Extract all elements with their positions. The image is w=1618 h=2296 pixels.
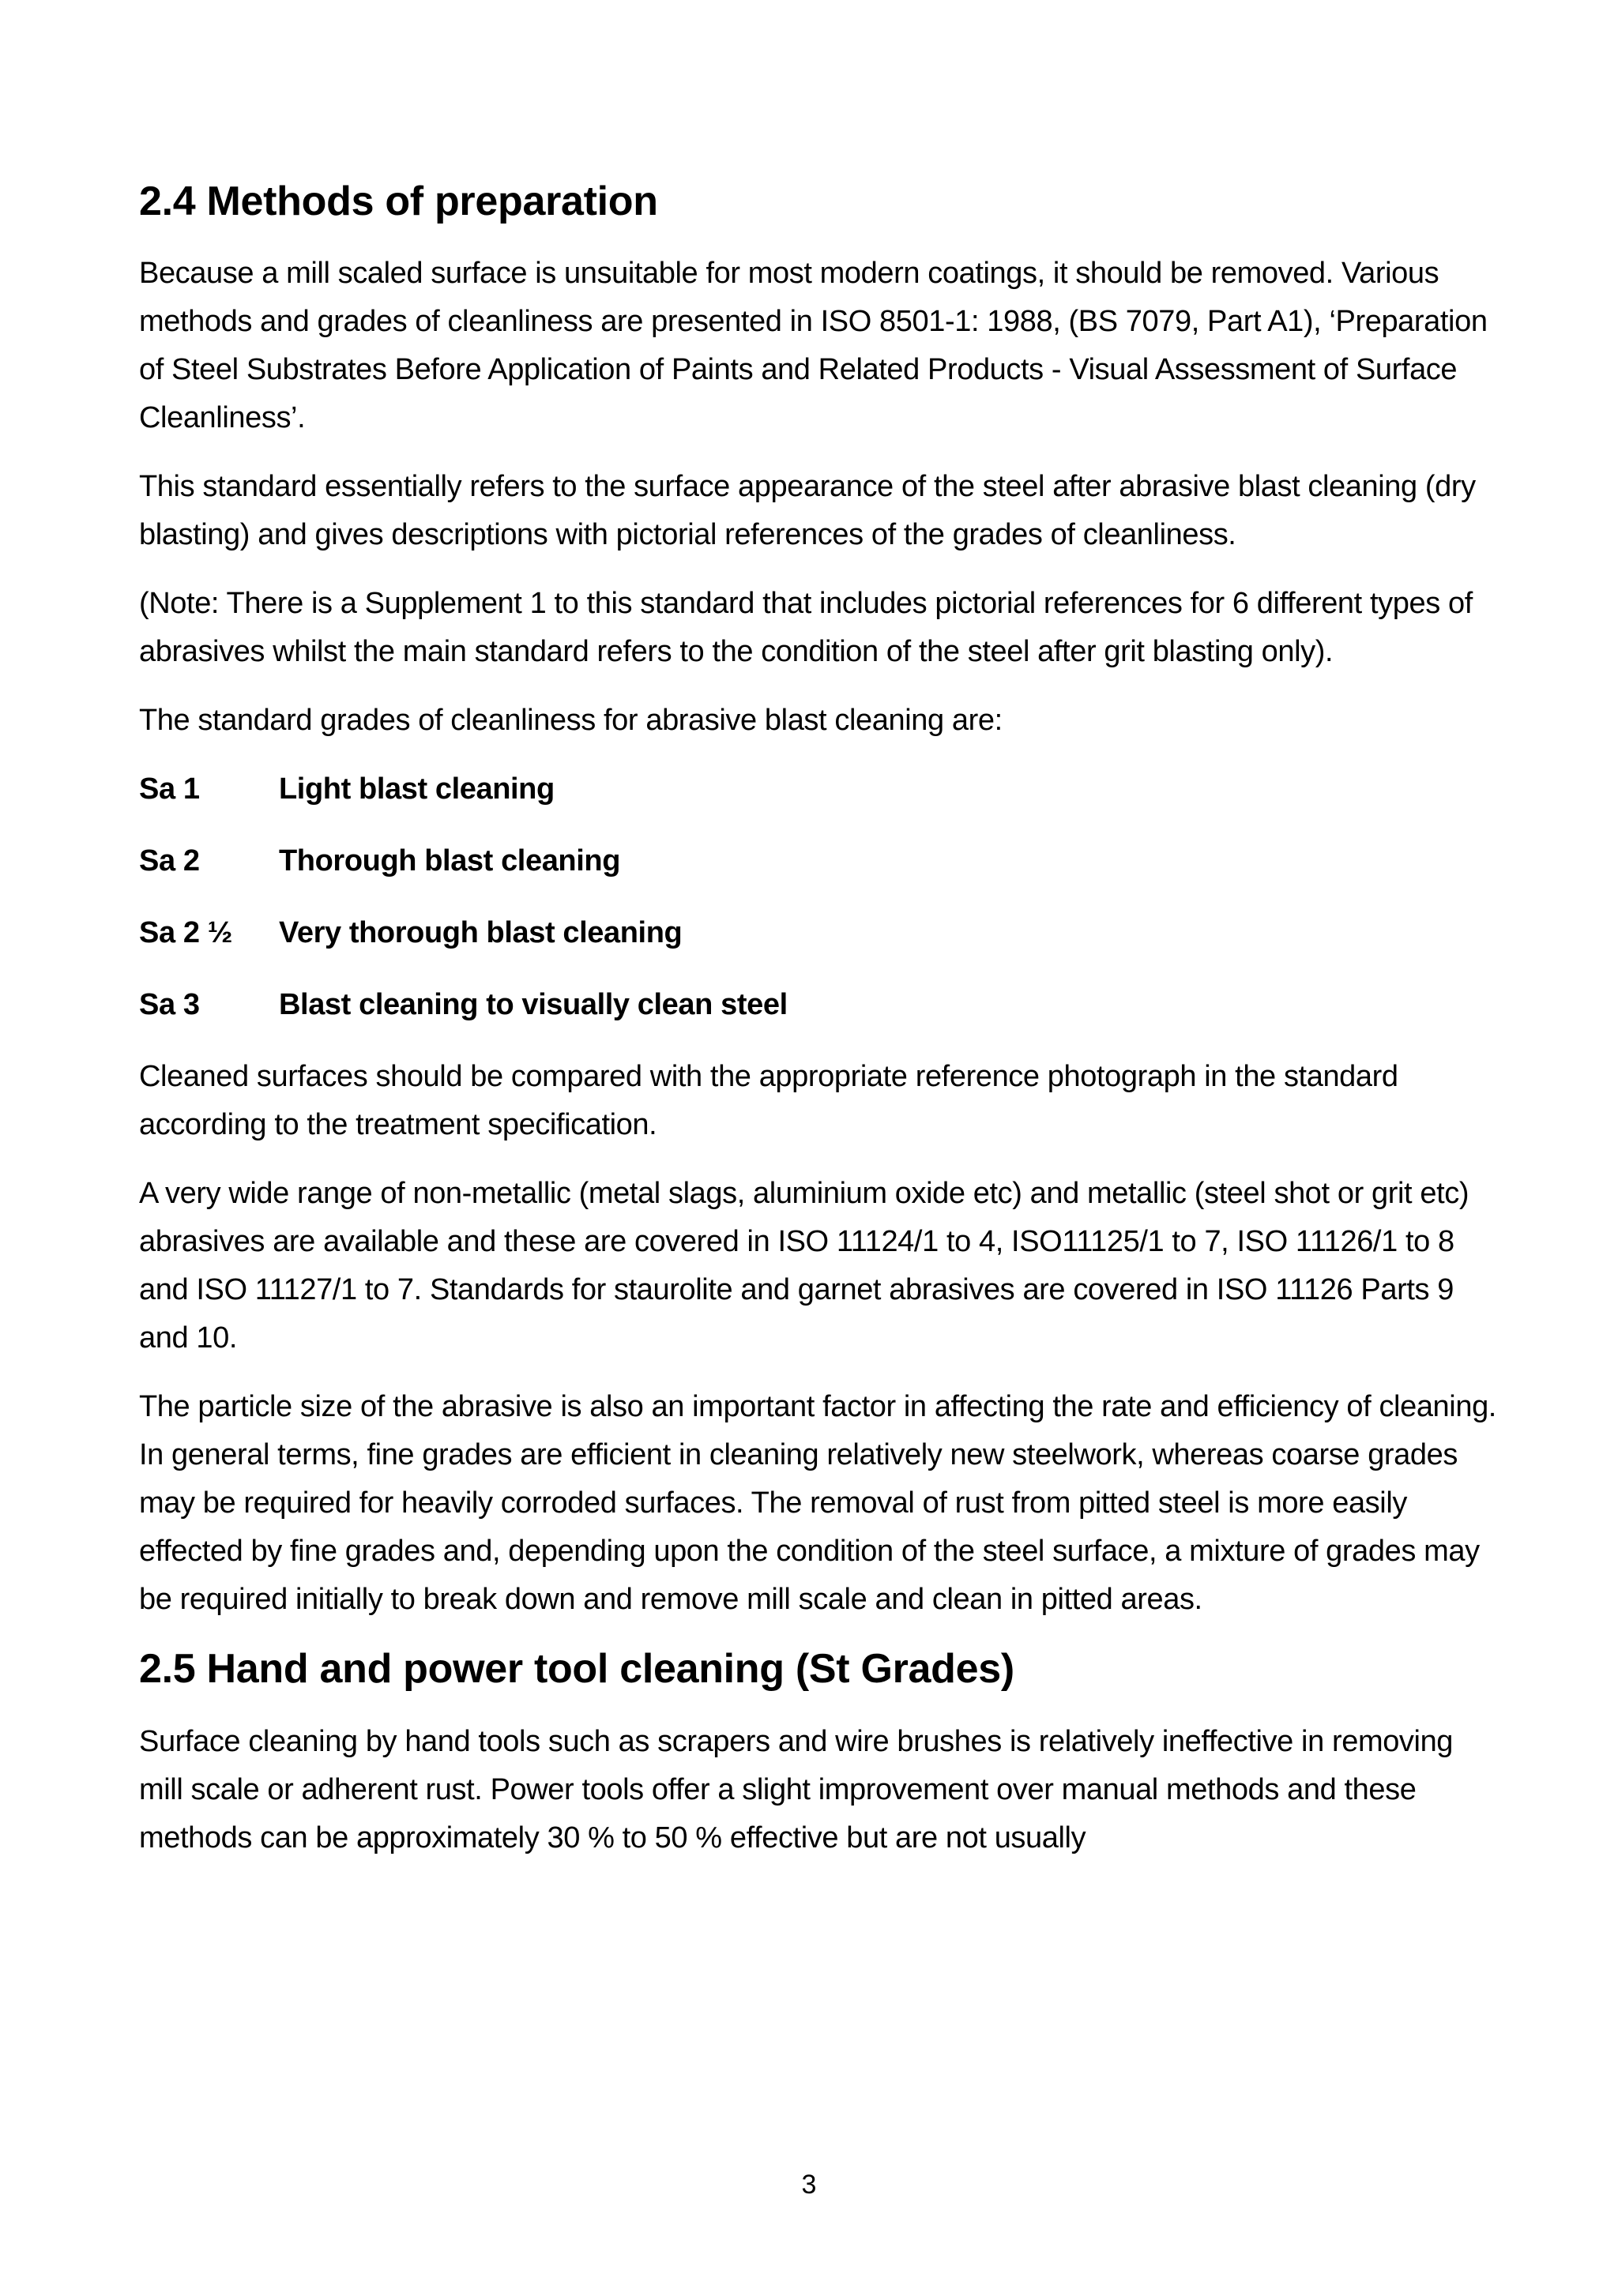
page-content	[139, 177, 1498, 1883]
grade-code: Sa 2	[139, 844, 200, 878]
grade-row	[139, 837, 1498, 885]
grade-description: Thorough blast cleaning	[279, 844, 621, 878]
paragraph-mill-scale: Because a mill scaled surface is unsuitable for most modern coatings, it should be removed. Various methods and grades of cleanliness are presented in ISO 8501-1: 1988, (BS 7079, Part A1), ‘Preparation of Steel Substrates Before Application of Paints and Related Products - Visual Assessment of Surface Cleanliness’.	[139, 257, 1488, 435]
grade-row	[139, 909, 1498, 957]
cleanliness-grades-list	[139, 765, 1498, 1029]
paragraph-grades-intro: The standard grades of cleanliness for abrasive blast cleaning are:	[139, 704, 1003, 738]
grade-row	[139, 765, 1498, 814]
grade-code: Sa 3	[139, 988, 200, 1022]
paragraph-hand-power-tools: Surface cleaning by hand tools such as scrapers and wire brushes is relatively ineffective in removing mill scale or adherent rust. Power tools offer a slight improvement over manual methods and these methods can be approximately 30 % to 50 % effective but are not usually	[139, 1724, 1454, 1854]
paragraph-standard-description: This standard essentially refers to the surface appearance of the steel after abrasive blast cleaning (dry blasting) and gives descriptions with pictorial references of the grades of cleanliness.	[139, 470, 1476, 552]
page-number: 3	[801, 2170, 817, 2200]
paragraph-supplement-note: (Note: There is a Supplement 1 to this standard that includes pictorial references for 6 different types of abrasives whilst the main standard refers to the condition of the steel after grit blasting only).	[139, 587, 1473, 669]
paragraph-abrasive-types: A very wide range of non-metallic (metal slags, aluminium oxide etc) and metallic (steel shot or grit etc) abrasives are available and these are covered in ISO 11124/1 to 4, ISO11125/1 to 7, ISO 11126/1 to 8 and ISO 11127/1 to 7. Standards for staurolite and garnet abrasives are covered in ISO 11126 Parts 9 and 10.	[139, 1177, 1469, 1355]
grade-code: Sa 1	[139, 772, 200, 806]
paragraph-compare-photographs: Cleaned surfaces should be compared with the appropriate reference photograph in the standard according to the treatment specification.	[139, 1060, 1398, 1142]
grade-description: Light blast cleaning	[279, 772, 555, 806]
grade-code: Sa 2 ½	[139, 916, 233, 950]
grade-description: Very thorough blast cleaning	[279, 916, 683, 950]
grade-description: Blast cleaning to visually clean steel	[279, 988, 788, 1022]
section-heading-2-4: 2.4 Methods of preparation	[139, 178, 658, 224]
grade-row	[139, 981, 1498, 1029]
section-heading-2-5: 2.5 Hand and power tool cleaning (St Grades)	[139, 1646, 1014, 1693]
paragraph-particle-size: The particle size of the abrasive is also an important factor in affecting the rate and efficiency of cleaning. In general terms, fine grades are efficient in cleaning relatively new steelwork, whereas coarse grades may be required for heavily corroded surfaces. The removal of rust from pitted steel is more easily effected by fine grades and, depending upon the condition of the steel surface, a mixture of grades may be required initially to break down and remove mill scale and clean in pitted areas.	[139, 1390, 1496, 1617]
